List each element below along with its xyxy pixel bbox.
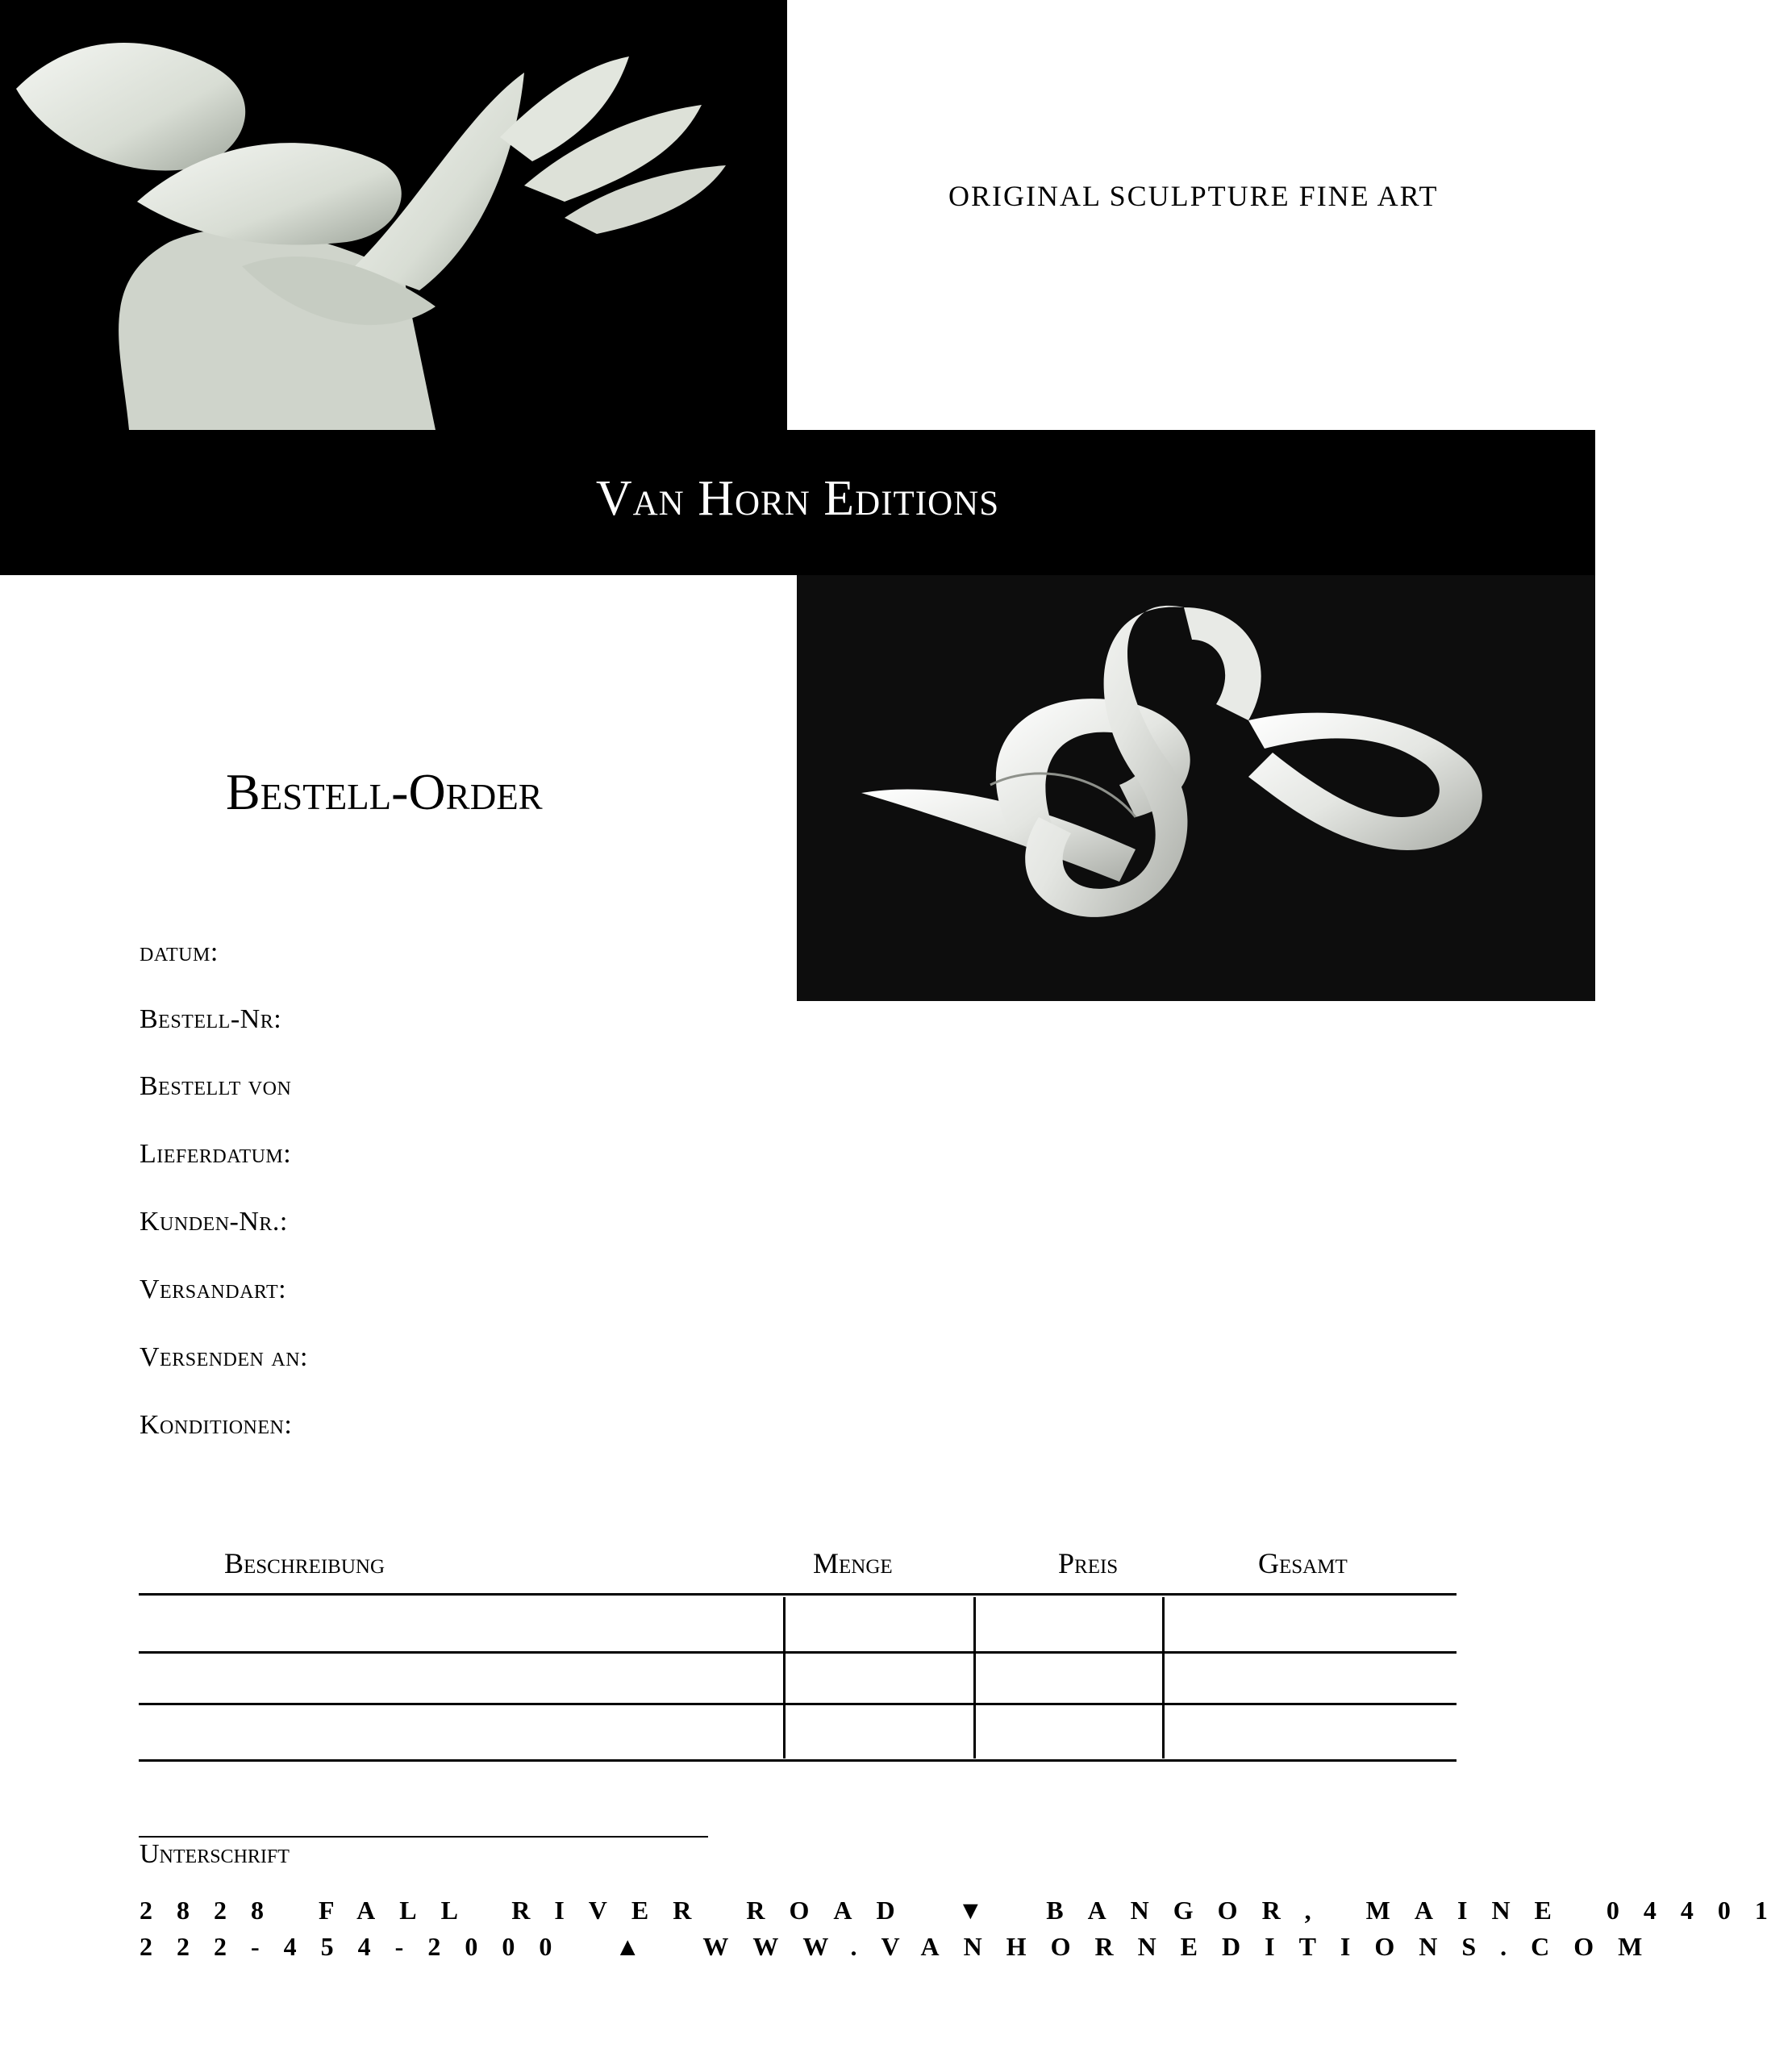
field-label-konditionen: Konditionen: [140,1410,293,1440]
field-label-lieferdatum: Lieferdatum: [140,1139,292,1169]
footer-street: 2828 FALL RIVER ROAD [140,1896,919,1925]
table-column-divider [973,1597,976,1758]
footer-phone: 222-454-2000 [140,1932,577,1961]
tagline: ORIGINAL SCULPTURE FINE ART [948,180,1439,212]
footer-contact-line [140,1932,1666,1962]
table-column-divider [783,1597,786,1758]
footer-website: WWW.VANHORNEDITIONS.COM [702,1932,1667,1961]
form-title: Bestell-Order [226,763,543,820]
field-label-datum: datum: [140,937,219,967]
column-header-beschreibung: Beschreibung [224,1547,385,1579]
company-name: Van Horn Editions [595,471,1000,526]
column-header-preis: Preis [1058,1547,1119,1579]
field-label-kunden-nr: Kunden-Nr.: [140,1207,288,1237]
footer-address-line [140,1896,1792,1925]
footer-city: BANGOR, MAINE 04401 [1046,1896,1792,1925]
sculpture-photo-bottom [797,575,1595,1001]
sculpture-photo-top [0,0,787,430]
column-header-menge: Menge [813,1547,893,1579]
field-label-bestellt-von: Bestellt von [140,1071,292,1101]
field-label-versenden-an: Versenden an: [140,1342,308,1372]
triangle-up-icon: ▲ [615,1932,640,1961]
field-label-versandart: Versandart: [140,1274,287,1304]
table-rule [139,1593,1457,1596]
signature-label: Unterschrift [140,1839,290,1869]
table-rule [139,1759,1457,1762]
triangle-down-icon: ▼ [957,1896,984,1925]
field-label-bestell-nr: Bestell-Nr: [140,1004,282,1034]
column-header-gesamt: Gesamt [1258,1547,1348,1579]
table-rule [139,1651,1457,1654]
banner [0,430,1595,575]
table-rule [139,1703,1457,1705]
signature-line [139,1836,708,1838]
table-column-divider [1162,1597,1165,1758]
